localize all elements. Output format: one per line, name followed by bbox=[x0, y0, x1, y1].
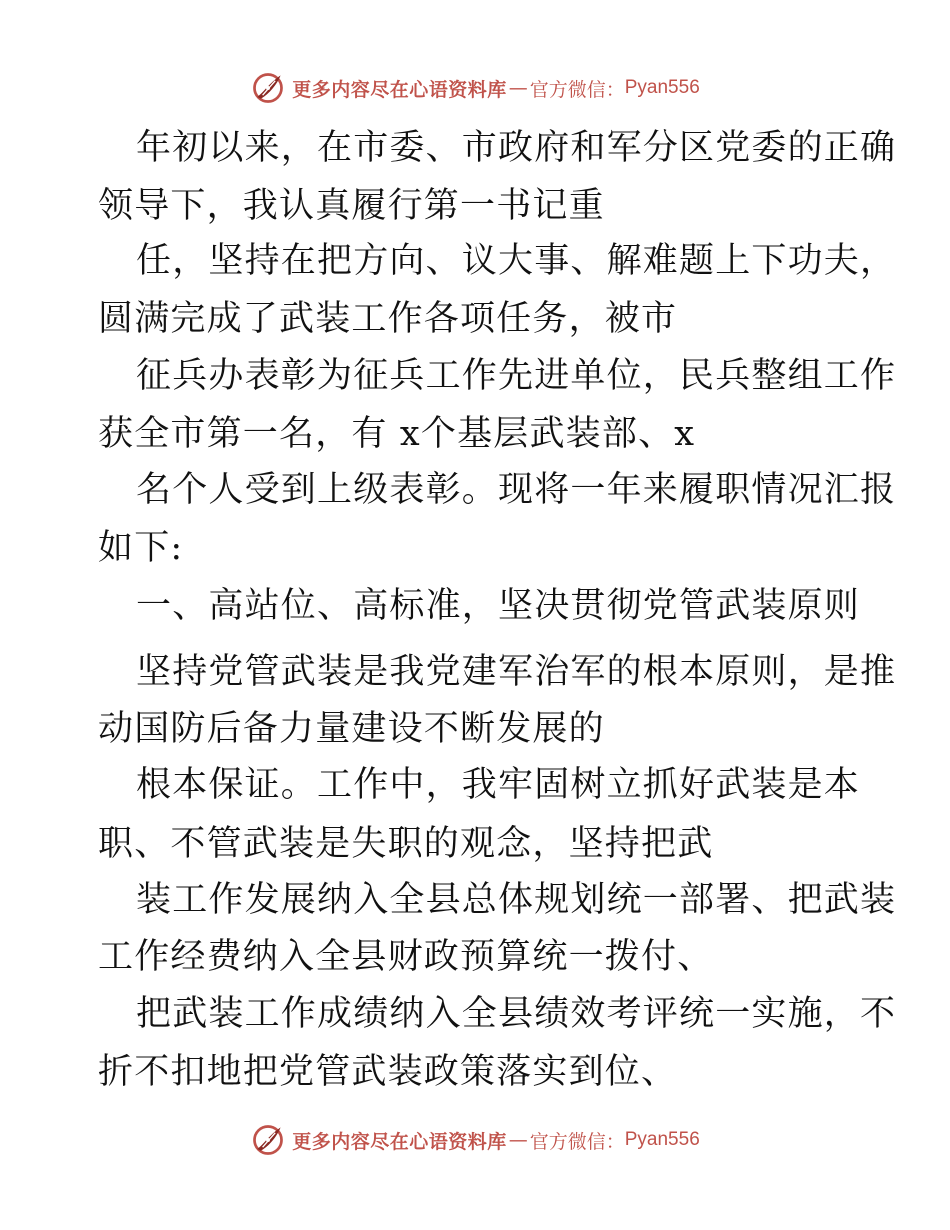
body-line: 圆满完成了武装工作各项任务，被市 bbox=[98, 299, 678, 339]
watermark-brand-text: 更多内容尽在心语资料库 bbox=[292, 78, 507, 101]
body-line: 坚持党管武装是我党建军治军的根本原则，是推 bbox=[136, 652, 897, 692]
body-line: 年初以来，在市委、市政府和军分区党委的正确 bbox=[136, 128, 897, 168]
body-line: 职、不管武装是失职的观念，坚持把武 bbox=[98, 824, 714, 864]
body-line: 征兵办表彰为征兵工作先进单位，民兵整组工作 bbox=[136, 356, 897, 396]
body-line: 动国防后备力量建设不断发展的 bbox=[98, 709, 605, 749]
watermark-separator: — bbox=[508, 1129, 528, 1151]
pen-nib-logo-icon bbox=[250, 70, 286, 106]
header-watermark bbox=[0, 68, 950, 108]
watermark-wechat-label: 官方微信： bbox=[529, 1130, 625, 1153]
body-line: 任，坚持在把方向、议大事、解难题上下功夫， bbox=[136, 241, 897, 281]
footer-watermark bbox=[0, 1120, 950, 1160]
body-line: 名个人受到上级表彰。现将一年来履职情况汇报 bbox=[136, 470, 897, 510]
watermark-wechat-label: 官方微信： bbox=[529, 78, 625, 101]
body-line: 如下: bbox=[98, 528, 184, 568]
pen-nib-logo-icon bbox=[250, 1122, 286, 1158]
body-line: 获全市第一名，有 x个基层武装部、x bbox=[98, 414, 696, 454]
body-line: 工作经费纳入全县财政预算统一拨付、 bbox=[98, 937, 714, 977]
body-line: 装工作发展纳入全县总体规划统一部署、把武装 bbox=[136, 880, 897, 920]
body-line: 领导下，我认真履行第一书记重 bbox=[98, 186, 605, 226]
watermark-wechat-id: Pyan556 bbox=[624, 1129, 700, 1150]
body-line: 把武装工作成绩纳入全县绩效考评统一实施，不 bbox=[136, 994, 897, 1034]
section-heading: 一、高站位、高标准，坚决贯彻党管武装原则 bbox=[136, 586, 861, 626]
watermark-brand-text: 更多内容尽在心语资料库 bbox=[292, 1130, 507, 1153]
body-line: 折不扣地把党管武装政策落实到位、 bbox=[98, 1052, 678, 1092]
body-line: 根本保证。工作中，我牢固树立抓好武装是本 bbox=[136, 765, 861, 805]
watermark-wechat-id: Pyan556 bbox=[624, 77, 700, 98]
watermark-separator: — bbox=[508, 77, 528, 99]
